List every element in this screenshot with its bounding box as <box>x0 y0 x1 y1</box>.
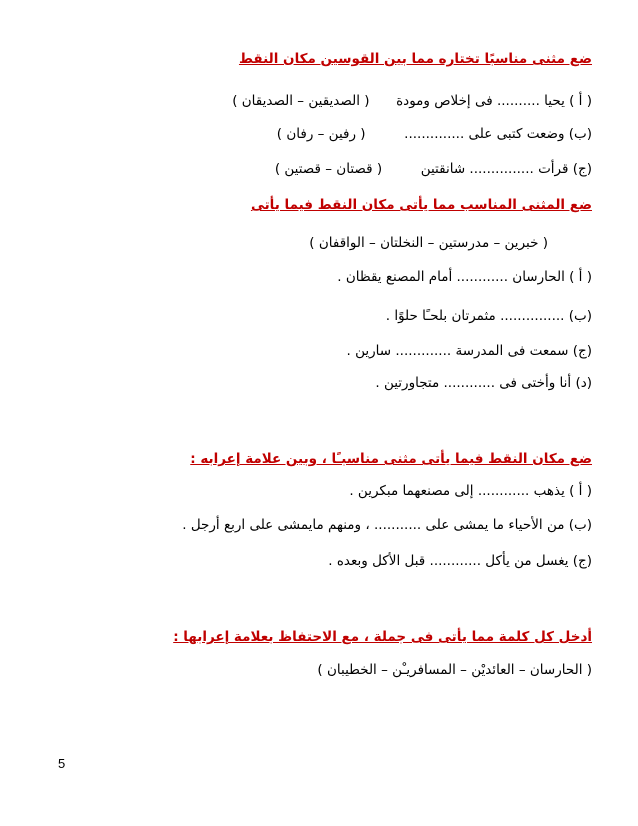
section1-item-c <box>275 160 592 178</box>
sentence: ( أ ) يحيا .......... فى إخلاص ومودة <box>396 93 592 109</box>
section2-choices: ( خبرين – مدرستين – النخلتان – الواقفان ) <box>309 235 548 251</box>
section2-item-c: (ج) سمعت فى المدرسة ............. سارين . <box>346 343 592 359</box>
section2-item-b: (ب) ............... مثمرتان بلحـًا حلوًا . <box>385 308 592 324</box>
section3-heading: ضع مكان النقط فيما يأتى مثنى مناسبـًا ، وبين علامة إعرابه : <box>190 451 592 467</box>
section3-item-c: (ج) يغسل من يأكل ............ قبل الأكل وبعده . <box>328 553 592 569</box>
section1-heading: ضع مثنى مناسبًا تختاره مما بين القوسين مكان النقط <box>238 51 592 67</box>
section2-item-a: ( أ ) الحارسان ............ أمام المصنع يقظان . <box>337 269 592 285</box>
section2-heading: ضع المثنى المناسب مما يأتى مكان النقط فيما يأتى <box>250 197 592 213</box>
page-number: 5 <box>58 756 66 771</box>
sentence: (ب) وضعت كتبى على .............. <box>404 126 592 142</box>
section3-item-b: (ب) من الأحياء ما يمشى على ........... ، ومنهم مايمشى على اربع أرجل . <box>182 517 592 533</box>
choices: ( الصديقين – الصديقان ) <box>232 93 370 109</box>
section4-words: ( الحارسان – العائديْن – المسافريـْن – الخطيبان ) <box>317 662 592 678</box>
section2-item-d: (د) أنا وأختى فى ............ متجاورتين . <box>375 375 592 391</box>
section1-item-a <box>232 92 592 110</box>
section3-item-a: ( أ ) يذهب ............ إلى مصنعهما مبكرين . <box>349 483 592 499</box>
choices: ( رفين – رفان ) <box>276 126 366 142</box>
choices: ( قصتان – قصتين ) <box>274 161 383 177</box>
section4-heading: أدخل كل كلمة مما يأتى فى جملة ، مع الاحتفاظ بعلامة إعرابها : <box>173 629 592 645</box>
section1-item-b <box>277 125 592 143</box>
sentence: (ج) قرأت ............... شانقتين <box>420 161 592 177</box>
